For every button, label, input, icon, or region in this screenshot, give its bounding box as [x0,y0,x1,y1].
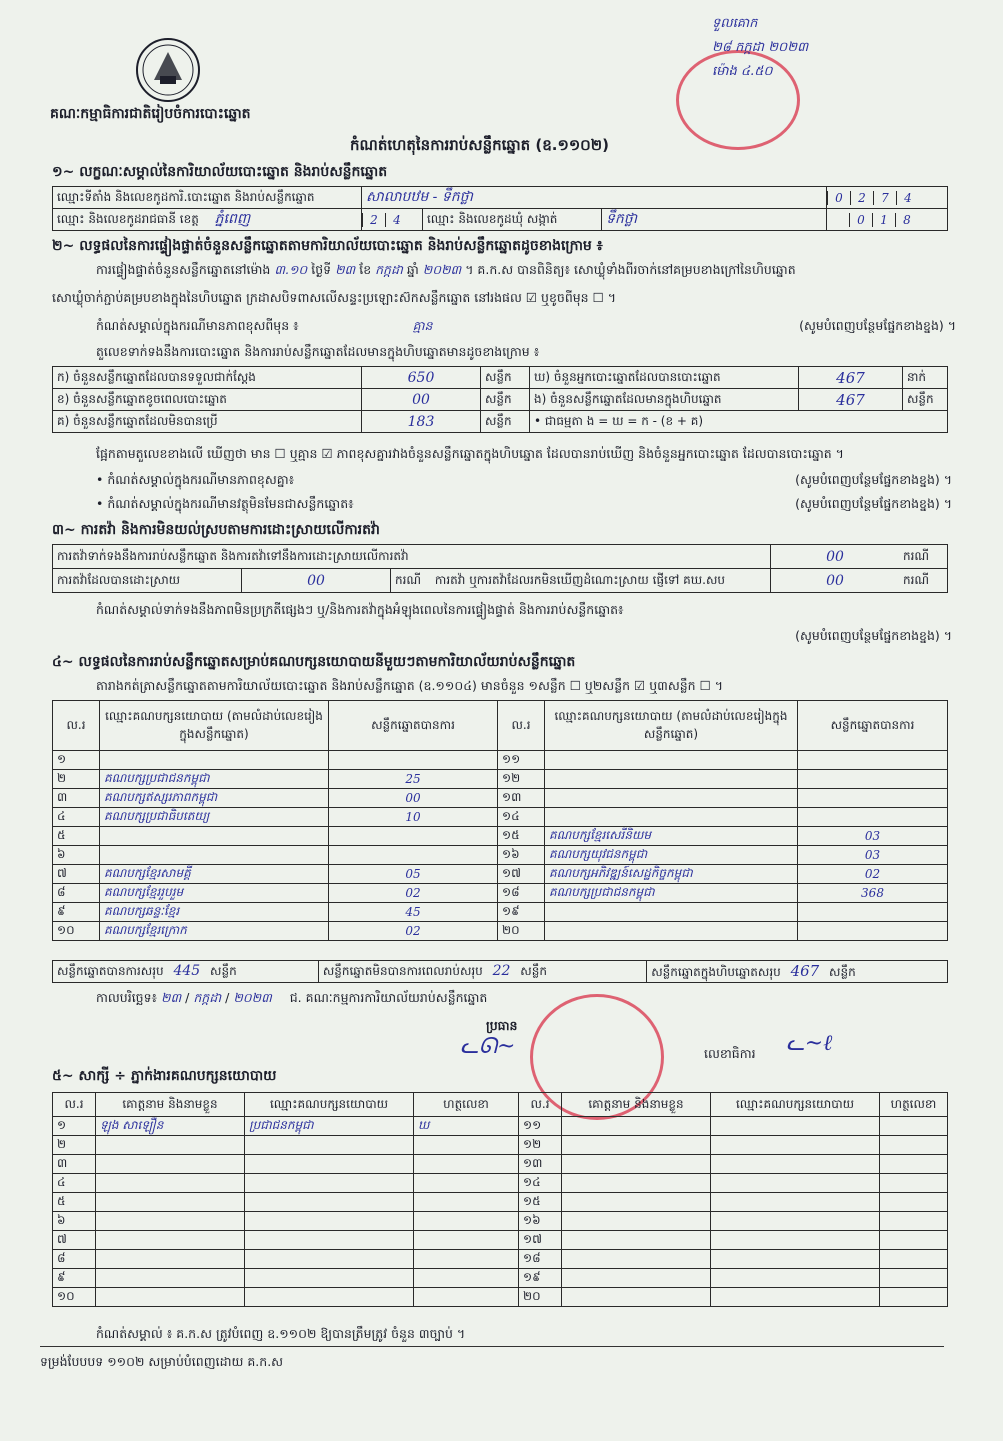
complaints-table [52,544,948,593]
party-votes: 10 [329,808,498,827]
row-no: ២ [53,770,100,789]
code-digit: 4 [896,191,919,205]
count-day: ២៣ [335,262,356,277]
col-header-party: ឈ្មោះគណបក្សនយោបាយ (តាមលំដាប់លេខរៀងក្នុងសន្លឹកឆ្នោត) [545,701,798,751]
bullet-text: • កំណត់សម្គាល់ក្នុងករណីមានវត្ថុមិនមែនជាសន្លឹកឆ្នោត៖ [96,496,354,511]
location-value: សាលាបឋម - ទឹកថ្លា [362,187,827,209]
row-no: ១២ [498,770,545,789]
party-votes: 02 [329,884,498,903]
secretary-label: លេខាធិការ [704,1046,756,1061]
totals-table [52,960,948,983]
organization-name: គណៈកម្មាធិការជាតិរៀបចំការបោះឆ្នោត [50,106,251,122]
non-ballot-note [96,496,952,515]
table-row [53,1193,948,1212]
row-no: ៣ [53,789,100,808]
section-1-table [52,186,948,231]
tally-sheet-count: តារាងកត់ត្រាសន្លឹកឆ្នោតតាមការិយាល័យបោះឆ្នោត និងរាប់សន្លឹកឆ្នោត (ឧ.១១០៤) មានចំនួន ១សន្លឹក ☐ ឬ២សន្លឹក ☑ ឬ៣សន្លឹក ☐ ។ [96,678,723,693]
party-name: គណបក្សប្រជាជនកម្ពុជា [545,884,798,903]
row-no: ១៩ [519,1269,562,1288]
table-row [53,865,948,884]
party-name: គណបក្សខ្មែរសាមគ្គី [100,865,329,884]
date-day: ២៣ [161,990,182,1005]
fill-hint: (សូមបំពេញបន្ថែមផ្នែកខាងខ្នង) ។ [795,628,952,643]
witness-name [96,1269,245,1288]
row-no: ១៦ [519,1212,562,1231]
stamp-line-location: ទួលគោក [712,16,758,31]
unit-label: សន្លឹក [210,963,237,978]
party-votes [798,751,948,770]
unit-label: ករណី [899,545,948,569]
total-valid [53,961,319,983]
party-votes [798,789,948,808]
unit-label: សន្លឹក [829,964,856,979]
section-4-title: ៤~ លទ្ធផលនៃការរាប់សន្លឹកឆ្នោតសម្រាប់គណបក្សនយោបាយនីមួយៗតាមការិយាល័យរាប់សន្លឹកឆ្នោត [52,654,576,670]
party-votes [798,922,948,941]
text: ។ គ.ក.ស បានពិនិត្យ៖ សោឃ្លុំទាំងពីរចាក់នៅគម្របខាងក្រៅនៃហិបឆ្នោត [465,262,796,277]
formula-note: • ជាធម្មតា ង = ឃ = ក - (ខ + គ) [530,411,948,433]
text: ខែ [359,262,372,277]
table-row [53,1269,948,1288]
witness-signature [880,1117,948,1136]
table-row [53,1136,948,1155]
witness-signature [414,1269,519,1288]
discrepancy-note [96,472,952,491]
witness-party [711,1231,880,1250]
code-digit: 0 [849,213,872,227]
witness-party [245,1231,414,1250]
total-box [647,961,948,983]
total-invalid [318,961,646,983]
witness-party [711,1269,880,1288]
voters-value: 467 [799,367,903,389]
witness-signature [880,1155,948,1174]
row-no: ៧ [53,1231,96,1250]
party-name: គណបក្សប្រជាជនកម្ពុជា [100,770,329,789]
party-name: គណបក្សខ្មែរសេរីនិយម [545,827,798,846]
table-row [53,1231,948,1250]
nec-emblem-icon [134,36,202,104]
row-no: ១០ [53,1288,96,1307]
row-no: ២០ [498,922,545,941]
row-no: ១៣ [498,789,545,808]
witness-party [711,1155,880,1174]
date-line: កាលបរិច្ឆេទ៖ ២៣ / កក្កដា / ២០២៣ ជ. គណៈកម្មការការិយាល័យរាប់សន្លឹកឆ្នោត [96,990,488,1005]
witness-signature [414,1136,519,1155]
witness-name [96,1155,245,1174]
witness-party [711,1288,880,1307]
row-no: ១៨ [498,884,545,903]
row-no: ៥ [53,1193,96,1212]
code-digit: 4 [385,213,408,227]
commune-label: ឈ្មោះ និងលេខកូដឃុំ សង្កាត់ [423,209,602,231]
location-label: ឈ្មោះទីតាំង និងលេខកូដការិ.បោះឆ្នោត និងរាប់សន្លឹកឆ្នោត [53,187,362,209]
figures-table [52,366,948,433]
note-label: កំណត់សម្គាល់ក្នុងករណីមានភាពខុសពីមុន ៖ [96,318,299,333]
col-header-name: គោត្តនាម និងនាមខ្លួន [96,1093,245,1117]
col-header-no: ល.រ [519,1093,562,1117]
party-name: គណបក្សខ្មែររួបរួម [100,884,329,903]
witness-name [562,1250,711,1269]
party-votes: 05 [329,865,498,884]
witness-signature [880,1212,948,1231]
witness-name [96,1250,245,1269]
witness-party [711,1250,880,1269]
row-no: ១ [53,751,100,770]
total-valid-label: សន្លឹកឆ្នោតបានការសរុប [57,963,164,978]
fill-hint: (សូមបំពេញបន្ថែមផ្នែកខាងខ្នង) ។ [795,472,952,487]
row-no: ៩ [53,1269,96,1288]
party-name [545,789,798,808]
code-digit: 8 [895,213,918,227]
col-header-party: ឈ្មោះគណបក្សនយោបាយ (តាមលំដាប់លេខរៀងក្នុងសន្លឹកឆ្នោត) [100,701,329,751]
party-name [545,903,798,922]
resolved-label: ការតវ៉ាដែលបានដោះស្រាយ [53,569,242,593]
witness-party [245,1136,414,1155]
commune-value: ទឹកថ្លា [602,209,827,231]
party-name: គណបក្សអភិវឌ្ឍន៍សេដ្ឋកិច្ចកម្ពុជា [545,865,798,884]
row-no: ៣ [53,1155,96,1174]
unit-label: សន្លឹក [481,367,530,389]
party-name [100,751,329,770]
witness-party [245,1155,414,1174]
row-no: ៨ [53,884,100,903]
commune-code [827,209,948,231]
box-ballots-value: 467 [799,389,903,411]
code-digit: 2 [850,191,873,205]
row-no: ២ [53,1136,96,1155]
witness-signature [414,1231,519,1250]
table-row [53,903,948,922]
row-no: ១៩ [498,903,545,922]
row-no: ១៦ [498,846,545,865]
witness-signature [880,1136,948,1155]
row-no: ១៣ [519,1155,562,1174]
table-row [53,922,948,941]
witness-name [562,1212,711,1231]
code-digit: 7 [873,191,896,205]
party-name: គណបក្សឆន្ទៈខ្មែរ [100,903,329,922]
unit-label: សន្លឹក [903,389,948,411]
witness-signature [414,1288,519,1307]
row-no: ១៨ [519,1250,562,1269]
received-ballots-label: ក) ចំនួនសន្លឹកឆ្នោតដែលបានទទួលជាក់ស្តែង [53,367,362,389]
table-row [53,808,948,827]
code-digit: 2 [362,213,385,227]
row-no: ១១ [498,751,545,770]
divider [40,1346,944,1347]
date-month: កក្កដា [193,990,222,1005]
witness-party [711,1117,880,1136]
row-no: ១៧ [498,865,545,884]
col-header-no: ល.រ [498,701,545,751]
table-row [53,789,948,808]
witness-table [52,1092,948,1307]
party-votes: 02 [329,922,498,941]
row-no: ១២ [519,1136,562,1155]
spoiled-ballots-value: 00 [362,389,481,411]
witness-signature [880,1193,948,1212]
witness-name [562,1288,711,1307]
chair-label: ប្រធាន [486,1018,518,1033]
unit-label: សន្លឹក [520,963,547,978]
chair-signature-icon: ᓚᘏ~ [460,1034,516,1059]
count-time: ៣.១០ [274,262,308,277]
unit-label: ករណី [899,569,948,593]
col-header-party: ឈ្មោះគណបក្សនយោបាយ [711,1093,880,1117]
row-no: ៦ [53,846,100,865]
party-name [545,770,798,789]
witness-body [53,1117,948,1307]
party-name [545,751,798,770]
unit-label: ករណី [395,572,422,587]
witness-party [245,1269,414,1288]
witness-signature: ឃ [414,1117,519,1136]
code-digit: 1 [872,213,895,227]
count-month: កក្កដា [375,262,403,277]
count-year: ២០២៣ [422,262,462,277]
row-no: ១៤ [498,808,545,827]
row-no: ២០ [519,1288,562,1307]
party-votes [798,808,948,827]
province-label: ឈ្មោះ និងលេខកូដរាជធានី ខេត្ត [57,212,199,226]
witness-party [711,1212,880,1231]
row-no: ១៤ [519,1174,562,1193]
committee-label: ជ. គណៈកម្មការការិយាល័យរាប់សន្លឹកឆ្នោត [289,990,488,1005]
witness-party [711,1136,880,1155]
party-name: គណបក្សឥស្សរភាពកម្ពុជា [100,789,329,808]
table-row [53,846,948,865]
text: ថ្ងៃទី [311,262,332,277]
unresolved-label [391,569,771,593]
bullet-text: • កំណត់សម្គាល់ក្នុងករណីមានភាពខុសគ្នា៖ [96,472,295,487]
party-votes: 03 [798,846,948,865]
province-value: ភ្នំពេញ [214,211,251,227]
col-header-signature: ហត្ថលេខា [880,1093,948,1117]
witness-signature [880,1288,948,1307]
table-row [53,1174,948,1193]
fill-hint: (សូមបំពេញបន្ថែមផ្នែកខាងខ្នង) ។ [799,318,956,333]
unit-label: សន្លឹក [481,411,530,433]
witness-party: ប្រជាជនកម្ពុជា [245,1117,414,1136]
figures-intro: តួលេខទាក់ទងនឹងការបោះឆ្នោត និងការរាប់សន្លឹកឆ្នោតដែលមានក្នុងហិបឆ្នោតមានដូចខាងក្រោម ៖ [96,344,540,359]
stamp-line-time: ម៉ោង ៤.៥០ [712,64,773,79]
party-name [545,922,798,941]
witness-name [562,1231,711,1250]
resolved-value: 00 [242,569,391,593]
party-votes [798,770,948,789]
note-line [96,318,956,337]
witness-party [711,1174,880,1193]
fill-hint: (សូមបំពេញបន្ថែមផ្នែកខាងខ្នង) ។ [795,496,952,511]
total-box-value: 467 [790,961,820,980]
row-no: ៩ [53,903,100,922]
witness-signature [880,1269,948,1288]
witness-name [96,1193,245,1212]
total-invalid-value: 22 [492,962,511,979]
received-ballots-value: 650 [362,367,481,389]
witness-signature [880,1231,948,1250]
party-name: គណបក្សយុវជនកម្ពុជា [545,846,798,865]
row-no: ១ [53,1117,96,1136]
witness-name [96,1231,245,1250]
table-row [53,884,948,903]
box-ballots-label: ង) ចំនួនសន្លឹកឆ្នោតដែលមានក្នុងហិបឆ្នោត [530,389,799,411]
witness-party [711,1193,880,1212]
party-votes: 03 [798,827,948,846]
row-no: ៨ [53,1250,96,1269]
party-votes: 25 [329,770,498,789]
row-no: ១០ [53,922,100,941]
table-row [53,1117,948,1136]
footnote: កំណត់សម្គាល់ ៖ គ.ក.ស ត្រូវបំពេញ ឧ.១១០២ ឱ្យបានត្រឹមត្រូវ ចំនួន ៣ច្បាប់ ។ [96,1326,466,1341]
party-votes: 00 [329,789,498,808]
witness-party [245,1193,414,1212]
party-votes: 368 [798,884,948,903]
table-row [53,770,948,789]
table-row [53,751,948,770]
stamp-annotation [712,12,808,84]
unused-ballots-label: គ) ចំនួនសន្លឹកឆ្នោតដែលមិនបានប្រើ [53,411,362,433]
code-digit: 0 [827,191,850,205]
secretary-signature-icon: ᓚ~ℓ [786,1031,833,1056]
row-no: ៤ [53,808,100,827]
witness-signature [880,1250,948,1269]
date-label: កាលបរិច្ឆេទ៖ [96,990,158,1005]
witness-party [245,1212,414,1231]
party-votes: 02 [798,865,948,884]
row-no: ៥ [53,827,100,846]
witness-party [245,1174,414,1193]
col-header-name: គោត្តនាម និងនាមខ្លួន [562,1093,711,1117]
witness-name [562,1193,711,1212]
section-3-title: ៣~ ការតវ៉ា និងការមិនយល់ស្របតាមការដោះស្រាយលើការតវ៉ា [52,522,380,538]
witness-signature [414,1155,519,1174]
witness-signature [414,1212,519,1231]
province-cell [53,209,362,231]
complaints-value: 00 [771,545,900,569]
party-name [100,846,329,865]
table-row [53,1212,948,1231]
unused-ballots-value: 183 [362,411,481,433]
total-box-label: សន្លឹកឆ្នោតក្នុងហិបឆ្នោតសរុប [651,964,781,979]
row-no: ១៥ [498,827,545,846]
date-year: ២០២៣ [233,990,272,1005]
row-no: ៦ [53,1212,96,1231]
party-name [545,808,798,827]
witness-name [96,1136,245,1155]
witness-party [245,1250,414,1269]
col-header-signature: ហត្ថលេខា [414,1093,519,1117]
witness-name [96,1174,245,1193]
row-no: ១១ [519,1117,562,1136]
note-value: គ្មាន [412,318,433,333]
voters-label: ឃ) ចំនួនអ្នកបោះឆ្នោតដែលបានបោះឆ្នោត [530,367,799,389]
party-name: គណបក្សប្រជាធិបតេយ្យ [100,808,329,827]
count-time-line [96,262,956,281]
witness-name: ឡុង សាឡឿន [96,1117,245,1136]
witness-name [562,1117,711,1136]
table-row [53,1155,948,1174]
party-votes [329,827,498,846]
row-no: ៤ [53,1174,96,1193]
table-row [53,827,948,846]
section-5-title: ៥~ សាក្សី ÷ ភ្នាក់ងារគណបក្សនយោបាយ [52,1068,277,1084]
party-name: គណបក្សខ្មែរក្រោក [100,922,329,941]
unit-label: សន្លឹក [481,389,530,411]
form-note: ទម្រង់បែបបទ ១១០២ សម្រាប់បំពេញដោយ គ.ក.ស [40,1354,284,1369]
witness-name [96,1288,245,1307]
complaints-label: ការតវ៉ាទាក់ទងនឹងការរាប់សន្លឹកឆ្នោត និងការតវ៉ាទៅនឹងការដោះស្រាយលើការតវ៉ា [53,545,771,569]
row-no: ៧ [53,865,100,884]
location-code [827,187,948,209]
party-votes: 45 [329,903,498,922]
section-1-title: ១~ លក្ខណៈសម្គាល់នៃការិយាល័យបោះឆ្នោត និងរាប់សន្លឹកឆ្នោត [52,164,388,180]
row-no: ១៧ [519,1231,562,1250]
witness-name [562,1269,711,1288]
total-valid-value: 445 [173,962,201,979]
unit-label: នាក់ [903,367,948,389]
section-2-title: ២~ លទ្ធផលនៃការផ្ទៀងផ្ទាត់ចំនួនសន្លឹកឆ្នោតតាមការិយាល័យបោះឆ្នោត និងរាប់សន្លឹកឆ្នោតដូចខាងក្រោម ៖ [52,238,603,254]
unresolved-text: ការតវ៉ា ឬការតវ៉ាដែលរកមិនឃើញដំណោះស្រាយ ផ្ញើទៅ គឃ.សប [434,572,726,587]
party-name [100,827,329,846]
table-row [53,1288,948,1307]
col-header-votes: សន្លឹកឆ្នោតបានការ [798,701,948,751]
witness-signature [414,1250,519,1269]
discrepancy-check-line: ផ្អែកតាមតួលេខខាងលើ ឃើញថា មាន ☐ ឬគ្មាន ☑ ភាពខុសគ្នារវាងចំនួនសន្លឹកឆ្នោតក្នុងហិបឆ្នោត ដែលបានរាប់ឃើញ និងចំនួនអ្នកបោះឆ្នោត ដែលបានបោះឆ្នោត ។ [96,446,844,461]
witness-name [96,1212,245,1231]
witness-name [562,1155,711,1174]
col-header-no: ល.រ [53,1093,96,1117]
text: ឆ្នាំ [406,262,419,277]
total-invalid-label: សន្លឹកឆ្នោតមិនបានការពេលរាប់សរុប [322,963,483,978]
province-code [362,209,423,231]
witness-name [562,1174,711,1193]
seal-check-line: សោឃ្លុំចាក់ភ្ជាប់គម្របខាងក្នុងនៃហិបឆ្នោត ក្រដាសបិទពាសលើសន្ទះប្រឡោះស៊កសន្លឹកឆ្នោត នៅរងផល ☑ ឬខូចពីមុន ☐ ។ [52,290,617,305]
witness-signature [414,1193,519,1212]
stamp-line-date: ២៨ កក្កដា ២០២៣ [712,40,809,55]
witness-signature [880,1174,948,1193]
results-table [52,700,948,941]
spoiled-ballots-label: ខ) ចំនួនសន្លឹកឆ្នោតខូចពេលបោះឆ្នោត [53,389,362,411]
party-votes [329,846,498,865]
unresolved-value: 00 [771,569,900,593]
party-votes [329,751,498,770]
row-no: ១៥ [519,1193,562,1212]
text: ការផ្ទៀងផ្ទាត់ចំនួនសន្លឹកឆ្នោតនៅម៉ោង [96,262,271,277]
witness-signature [414,1174,519,1193]
irregularity-note: កំណត់សម្គាល់ទាក់ទងនឹងភាពមិនប្រក្រតីផ្សេងៗ ឬ/និងការតវ៉ាក្នុងអំឡុងពេលនៃការផ្ទៀងផ្ទាត់ និងការរាប់សន្លឹកឆ្នោត៖ [96,602,624,617]
party-votes [798,903,948,922]
col-header-no: ល.រ [53,701,100,751]
col-header-votes: សន្លឹកឆ្នោតបានការ [329,701,498,751]
col-header-party: ឈ្មោះគណបក្សនយោបាយ [245,1093,414,1117]
table-row [53,1250,948,1269]
page-title: កំណត់ហេតុនៃការរាប់សន្លឹកឆ្នោត (ឧ.១១០២) [350,136,610,154]
witness-party [245,1288,414,1307]
witness-name [562,1136,711,1155]
results-body [53,751,948,941]
